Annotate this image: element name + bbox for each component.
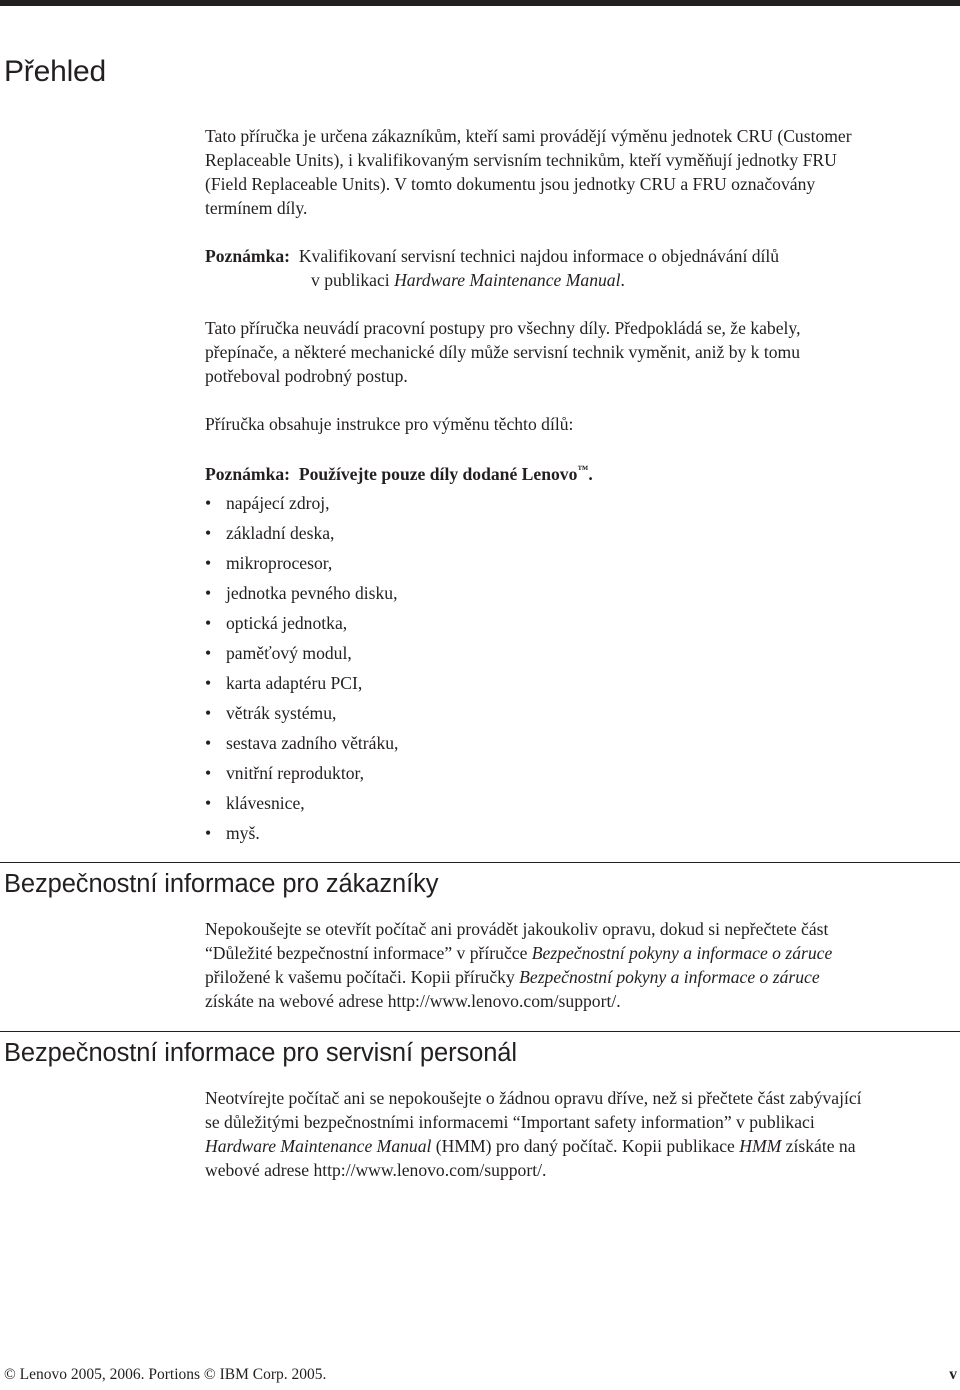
bullet-icon: • — [205, 733, 212, 753]
list-item-text: sestava zadního větráku, — [226, 733, 399, 753]
manual-abbrev: HMM — [739, 1136, 782, 1156]
parts-intro: Příručka obsahuje instrukce pro výměnu těchto dílů: — [205, 414, 574, 434]
procedures-line: Tato příručka neuvádí pracovní postupy pro všechny díly. Předpokládá se, že kabely, — [205, 318, 801, 338]
paragraph-line: webové adrese http://www.lenovo.com/support/. — [205, 1160, 547, 1180]
list-item — [205, 638, 398, 668]
list-item-text: větrák systému, — [226, 703, 337, 723]
bullet-icon: • — [205, 673, 212, 693]
bullet-icon: • — [205, 553, 212, 573]
bullet-icon: • — [205, 763, 212, 783]
page-title: Přehled — [4, 55, 107, 88]
note-lenovo-parts — [205, 458, 957, 486]
page-number: v — [949, 1366, 957, 1383]
paragraph-text: “Důležité bezpečnostní informace” v příručce — [205, 943, 532, 963]
bullet-icon: • — [205, 613, 212, 633]
publication-title: Bezpečnostní pokyny a informace o záruce — [519, 967, 820, 987]
procedures-paragraph — [205, 316, 957, 388]
intro-line: Replaceable Units), i kvalifikovaným servisním technikům, kteří vyměňují jednotky FRU — [205, 150, 837, 170]
paragraph-text: (HMM) pro daný počítač. Kopii publikace — [431, 1136, 740, 1156]
intro-line: Tato příručka je určena zákazníkům, kteří sami provádějí výměnu jednotek CRU (Customer — [205, 126, 852, 146]
note-end: . — [588, 463, 593, 484]
paragraph-line: získáte na webové adrese http://www.lenovo.com/support/. — [205, 991, 621, 1011]
section-divider — [0, 862, 960, 863]
section-divider — [0, 1031, 960, 1032]
note-text-suffix: . — [620, 270, 625, 290]
list-item — [205, 608, 398, 638]
list-item-text: optická jednotka, — [226, 613, 348, 633]
list-item — [205, 818, 398, 848]
paragraph-text: získáte na — [781, 1136, 856, 1156]
trademark-symbol: ™ — [577, 464, 589, 476]
section-title-service-safety: Bezpečnostní informace pro servisní personál — [4, 1039, 517, 1067]
paragraph-line: Neotvírejte počítač ani se nepokoušejte o žádnou opravu dříve, než si přečtete část zabývající — [205, 1088, 862, 1108]
note-label: Poznámka: — [205, 463, 291, 484]
list-item-text: vnitřní reproduktor, — [226, 763, 365, 783]
intro-line: termínem díly. — [205, 198, 308, 218]
top-rule — [0, 0, 960, 6]
parts-list — [205, 488, 398, 848]
note-text-line1: Kvalifikovaní servisní technici najdou informace o objednávání dílů — [298, 246, 780, 266]
note-maintenance-manual — [205, 244, 957, 292]
intro-line: (Field Replaceable Units). V tomto dokumentu jsou jednotky CRU a FRU označovány — [205, 174, 816, 194]
service-safety-paragraph — [205, 1086, 957, 1182]
list-item — [205, 698, 398, 728]
section-title-customer-safety: Bezpečnostní informace pro zákazníky — [4, 870, 439, 898]
bullet-icon: • — [205, 823, 212, 843]
bullet-icon: • — [205, 643, 212, 663]
note-label: Poznámka: — [205, 246, 291, 266]
list-item — [205, 668, 398, 698]
list-item-text: mikroprocesor, — [226, 553, 333, 573]
intro-paragraph — [205, 124, 957, 220]
list-item — [205, 488, 398, 518]
manual-title: Hardware Maintenance Manual — [205, 1136, 432, 1156]
list-item-text: karta adaptéru PCI, — [226, 673, 363, 693]
list-item — [205, 728, 398, 758]
list-item-text: napájecí zdroj, — [226, 493, 330, 513]
bullet-icon: • — [205, 493, 212, 513]
list-item-text: paměťový modul, — [226, 643, 352, 663]
paragraph-line: Nepokoušejte se otevřít počítač ani provádět jakoukoliv opravu, dokud si nepřečtete část — [205, 919, 829, 939]
list-item — [205, 578, 398, 608]
footer-copyright: © Lenovo 2005, 2006. Portions © IBM Corp. 2005. — [4, 1366, 327, 1383]
note-text-prefix: v publikaci — [311, 270, 395, 290]
list-item-text: klávesnice, — [226, 793, 305, 813]
bullet-icon: • — [205, 703, 212, 723]
bullet-icon: • — [205, 523, 212, 543]
procedures-line: přepínače, a některé mechanické díly může servisní technik vyměnit, aniž by k tomu — [205, 342, 801, 362]
list-item — [205, 548, 398, 578]
paragraph-text: přiložené k vašemu počítači. Kopii příručky — [205, 967, 520, 987]
manual-title: Hardware Maintenance Manual — [394, 270, 621, 290]
publication-title: Bezpečnostní pokyny a informace o záruce — [531, 943, 833, 963]
list-item — [205, 758, 398, 788]
customer-safety-paragraph — [205, 917, 957, 1013]
list-item-text: myš. — [226, 823, 260, 843]
note-text: Používejte pouze díly dodané Lenovo — [298, 463, 578, 484]
list-item-text: základní deska, — [226, 523, 335, 543]
list-item — [205, 788, 398, 818]
procedures-line: potřeboval podrobný postup. — [205, 366, 408, 386]
list-item — [205, 518, 398, 548]
bullet-icon: • — [205, 793, 212, 813]
paragraph-line: se důležitými bezpečnostními informacemi “Important safety information” v publikaci — [205, 1112, 815, 1132]
list-item-text: jednotka pevného disku, — [226, 583, 398, 603]
bullet-icon: • — [205, 583, 212, 603]
